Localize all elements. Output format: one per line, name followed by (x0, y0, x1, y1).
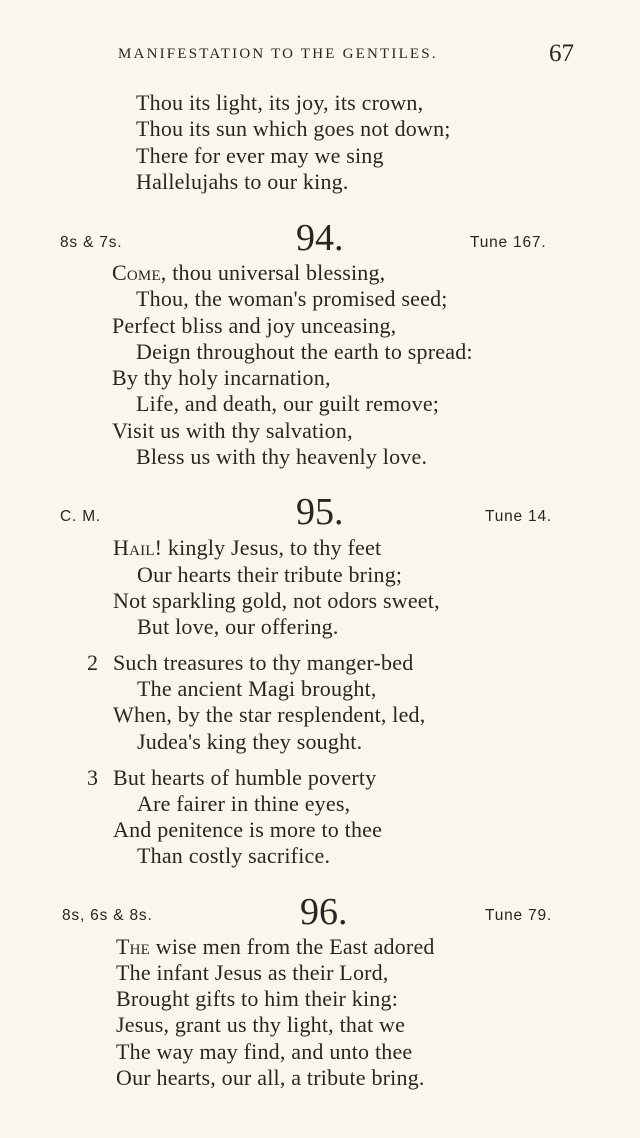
hymn-tune: Tune 167. (470, 234, 547, 251)
continuation-line: There for ever may we sing (136, 143, 384, 168)
hymn-line: Life, and death, our guilt remove; (136, 391, 440, 416)
hymn-number: 95. (296, 491, 344, 533)
hymn-meter: C. M. (60, 508, 102, 525)
hymn-line: But love, our offering. (137, 614, 339, 639)
hymn-number: 96. (300, 891, 348, 933)
hymn-line: By thy holy incarnation, (112, 365, 331, 390)
first-word: The (116, 934, 151, 959)
hymn-tune: Tune 79. (485, 907, 553, 924)
hymn-line: Our hearts their tribute bring; (137, 562, 403, 587)
hymn-line: Visit us with thy salvation, (112, 418, 353, 443)
hymn-line: Thou, the woman's promised seed; (136, 286, 448, 311)
hymn-line: The wise men from the East adored (116, 934, 435, 959)
hymn-meter: 8s & 7s. (60, 234, 123, 251)
hymn-line: Our hearts, our all, a tribute bring. (116, 1065, 425, 1090)
hymn-line: The way may find, and unto thee (116, 1039, 413, 1064)
hymn-line: Perfect bliss and joy unceasing, (112, 313, 397, 338)
hymn-line: Judea's king they sought. (137, 729, 363, 754)
continuation-line: Thou its light, its joy, its crown, (136, 90, 424, 115)
hymn-line: Hail! kingly Jesus, to thy feet (113, 535, 382, 560)
verse-number: 3 (87, 765, 98, 790)
hymn-line: The infant Jesus as their Lord, (116, 960, 389, 985)
hymn-tune: Tune 14. (485, 508, 553, 525)
hymn-meter: 8s, 6s & 8s. (62, 907, 153, 924)
hymn-line: The ancient Magi brought, (137, 676, 377, 701)
first-word: Hail! (113, 535, 163, 560)
hymn-number: 94. (296, 217, 344, 259)
first-word: Come, (112, 260, 167, 285)
hymn-line: Than costly sacrifice. (137, 843, 331, 868)
hymn-line: Deign throughout the earth to spread: (136, 339, 473, 364)
hymn-line: And penitence is more to thee (113, 817, 383, 842)
hymn-line: Not sparkling gold, not odors sweet, (113, 588, 440, 613)
hymn-line: Come, thou universal blessing, (112, 260, 386, 285)
hymn-line: But hearts of humble poverty (113, 765, 377, 790)
continuation-line: Hallelujahs to our king. (136, 169, 349, 194)
hymn-line: Are fairer in thine eyes, (137, 791, 351, 816)
running-head: MANIFESTATION TO THE GENTILES. (118, 46, 438, 62)
hymn-line: Jesus, grant us thy light, that we (116, 1012, 406, 1037)
hymn-line: Bless us with thy heavenly love. (136, 444, 428, 469)
page-number: 67 (549, 40, 574, 67)
hymn-line: When, by the star resplendent, led, (113, 702, 426, 727)
hymn-line: Brought gifts to him their king: (116, 986, 399, 1011)
verse-number: 2 (87, 650, 98, 675)
continuation-line: Thou its sun which goes not down; (136, 116, 451, 141)
hymn-line: Such treasures to thy manger-bed (113, 650, 414, 675)
